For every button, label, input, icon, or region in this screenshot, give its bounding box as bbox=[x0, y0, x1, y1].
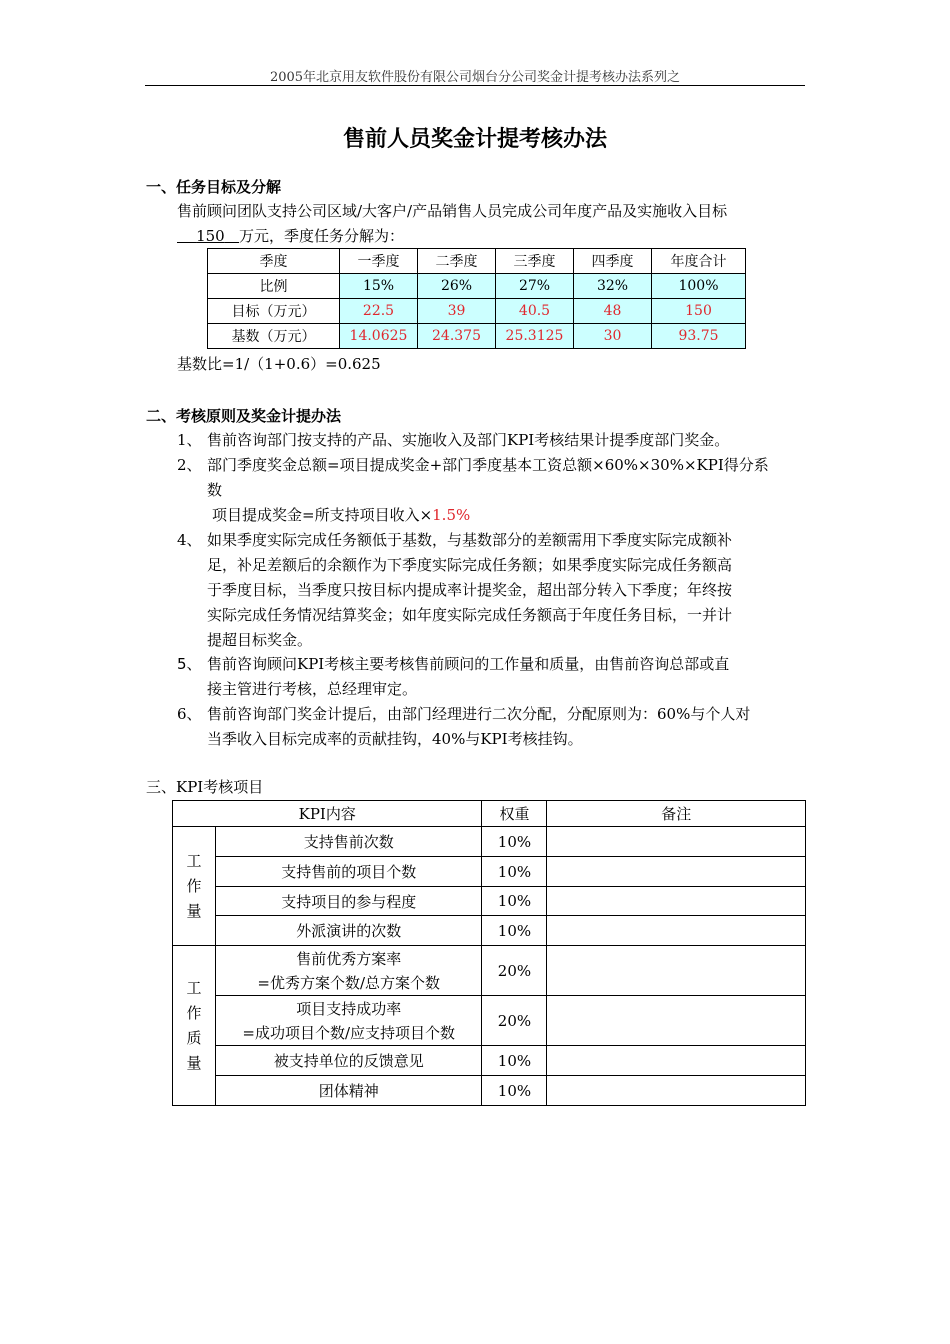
list-number: 1、 bbox=[177, 431, 202, 449]
row-label: 基数（万元） bbox=[208, 324, 340, 349]
list-text bbox=[207, 702, 807, 752]
table-cell: 14.0625 bbox=[340, 324, 418, 349]
list-text bbox=[207, 652, 807, 702]
kpi-weight: 10% bbox=[482, 1046, 547, 1076]
kpi-content bbox=[215, 946, 482, 996]
table-row bbox=[173, 857, 806, 887]
kpi-content: 支持项目的参与程度 bbox=[215, 887, 482, 916]
kpi-content-line: 售前优秀方案率 bbox=[296, 949, 402, 968]
table-row bbox=[173, 946, 806, 996]
group-label-char: 工 bbox=[186, 851, 202, 870]
table-row bbox=[208, 274, 746, 299]
kpi-table-header bbox=[173, 801, 806, 827]
kpi-note bbox=[547, 916, 806, 946]
table-cell: 100% bbox=[652, 274, 746, 299]
section3-heading: 三、KPI考核项目 bbox=[146, 778, 264, 796]
kpi-content: 被支持单位的反馈意见 bbox=[215, 1046, 482, 1076]
header-cell: 二季度 bbox=[418, 249, 496, 274]
table-cell: 25.3125 bbox=[496, 324, 574, 349]
header-cell: 备注 bbox=[547, 801, 806, 827]
list-line: 实际完成任务情况结算奖金；如年度实际完成任务额高于年度任务目标，一并计 bbox=[207, 606, 733, 624]
kpi-weight: 10% bbox=[482, 1076, 547, 1106]
list-line: 接主管进行考核，总经理审定。 bbox=[207, 680, 418, 698]
table-cell: 22.5 bbox=[340, 299, 418, 324]
list-line: 如果季度实际完成任务额低于基数，与基数部分的差额需用下季度实际完成额补 bbox=[207, 531, 733, 549]
table-cell: 48 bbox=[574, 299, 652, 324]
list-number: 5、 bbox=[177, 655, 202, 673]
group-label-char: 量 bbox=[186, 901, 202, 920]
table-row bbox=[173, 1076, 806, 1106]
table-cell: 24.375 bbox=[418, 324, 496, 349]
list-item bbox=[177, 702, 817, 752]
kpi-table bbox=[172, 800, 806, 1106]
list-line: 足，补足差额后的余额作为下季度实际完成任务额；如果季度实际完成任务额高 bbox=[207, 556, 733, 574]
list-item bbox=[177, 528, 817, 653]
table-cell: 93.75 bbox=[652, 324, 746, 349]
kpi-content: 外派演讲的次数 bbox=[215, 916, 482, 946]
list-item bbox=[177, 652, 817, 702]
target-value: 150 bbox=[196, 227, 225, 245]
list-number: 2、 bbox=[177, 456, 202, 474]
table-cell: 39 bbox=[418, 299, 496, 324]
table-cell: 15% bbox=[340, 274, 418, 299]
table-row bbox=[208, 324, 746, 349]
table-row bbox=[173, 887, 806, 916]
group-label-char: 量 bbox=[186, 1053, 202, 1072]
table-row bbox=[173, 996, 806, 1046]
list-line: 提超目标奖金。 bbox=[207, 631, 313, 649]
list-number: 6、 bbox=[177, 705, 202, 723]
header-cell: 三季度 bbox=[496, 249, 574, 274]
kpi-note bbox=[547, 887, 806, 916]
kpi-content: 支持售前的项目个数 bbox=[215, 857, 482, 887]
kpi-weight: 10% bbox=[482, 827, 547, 857]
group-label-workload bbox=[173, 827, 216, 946]
list-line: 部门季度奖金总额=项目提成奖金+部门季度基本工资总额×60%×30%×KPI得分系 bbox=[207, 456, 769, 474]
list-item bbox=[177, 453, 817, 503]
kpi-content-line: =优秀方案个数/总方案个数 bbox=[257, 973, 441, 992]
kpi-note bbox=[547, 946, 806, 996]
kpi-note bbox=[547, 996, 806, 1046]
group-label-char: 工 bbox=[186, 978, 202, 997]
group-label-char: 作 bbox=[186, 876, 202, 895]
kpi-content: 团体精神 bbox=[215, 1076, 482, 1106]
list-text: 售前咨询部门按支持的产品、实施收入及部门KPI考核结果计提季度部门奖金。 bbox=[207, 431, 730, 449]
kpi-content-line: 项目支持成功率 bbox=[296, 999, 402, 1018]
table-cell: 40.5 bbox=[496, 299, 574, 324]
kpi-weight: 10% bbox=[482, 916, 547, 946]
list-line: 售前咨询顾问KPI考核主要考核售前顾问的工作量和质量，由售前咨询总部或直 bbox=[207, 655, 730, 673]
document-title: 售前人员奖金计提考核办法 bbox=[342, 127, 607, 152]
table-cell: 27% bbox=[496, 274, 574, 299]
kpi-weight: 20% bbox=[482, 996, 547, 1046]
table-row bbox=[173, 827, 806, 857]
quarter-table bbox=[207, 248, 746, 349]
list-line: 数 bbox=[207, 481, 223, 499]
table-cell: 32% bbox=[574, 274, 652, 299]
group-label-char: 作 bbox=[186, 1003, 202, 1022]
header-cell: 四季度 bbox=[574, 249, 652, 274]
section2-heading: 二、考核原则及奖金计提办法 bbox=[146, 407, 342, 425]
list-number: 4、 bbox=[177, 531, 202, 549]
header-cell: 季度 bbox=[208, 249, 340, 274]
kpi-content bbox=[215, 996, 482, 1046]
list-line: 售前咨询部门奖金计提后，由部门经理进行二次分配，分配原则为：60%与个人对 bbox=[207, 705, 751, 723]
kpi-note bbox=[547, 1046, 806, 1076]
header-cell: 年度合计 bbox=[652, 249, 746, 274]
section1-line2: 150 万元，季度任务分解为： bbox=[177, 224, 404, 249]
kpi-content-line: =成功项目个数/应支持项目个数 bbox=[242, 1023, 456, 1042]
page-header: 2005年北京用友软件股份有限公司烟台分公司奖金计提考核办法系列之 bbox=[269, 70, 681, 85]
header-cell: 权重 bbox=[482, 801, 547, 827]
table-row bbox=[173, 916, 806, 946]
group-label-quality bbox=[173, 946, 216, 1106]
section1-heading: 一、任务目标及分解 bbox=[146, 178, 282, 196]
kpi-weight: 20% bbox=[482, 946, 547, 996]
table-row bbox=[208, 299, 746, 324]
kpi-weight: 10% bbox=[482, 857, 547, 887]
commission-rate: 1.5% bbox=[432, 506, 471, 524]
list-line: 于季度目标，当季度只按目标内提成率计提奖金，超出部分转入下季度；年终按 bbox=[207, 581, 733, 599]
commission-formula bbox=[212, 503, 470, 528]
base-ratio: 基数比=1/（1+0.6）=0.625 bbox=[177, 355, 381, 373]
quarter-table-header bbox=[208, 249, 746, 274]
list-text bbox=[207, 453, 807, 503]
kpi-content: 支持售前次数 bbox=[215, 827, 482, 857]
kpi-note bbox=[547, 1076, 806, 1106]
table-cell: 150 bbox=[652, 299, 746, 324]
section1-line1: 售前顾问团队支持公司区域/大客户/产品销售人员完成公司年度产品及实施收入目标 bbox=[177, 202, 728, 220]
group-label-char: 质 bbox=[186, 1028, 202, 1047]
list-text bbox=[207, 528, 807, 653]
formula-text: 项目提成奖金=所支持项目收入× bbox=[212, 506, 433, 524]
table-row bbox=[173, 1046, 806, 1076]
table-cell: 26% bbox=[418, 274, 496, 299]
kpi-note bbox=[547, 827, 806, 857]
kpi-weight: 10% bbox=[482, 887, 547, 916]
row-label: 比例 bbox=[208, 274, 340, 299]
list-line: 当季收入目标完成率的贡献挂钩，40%与KPI考核挂钩。 bbox=[207, 730, 583, 748]
kpi-note bbox=[547, 857, 806, 887]
table-cell: 30 bbox=[574, 324, 652, 349]
header-cell: 一季度 bbox=[340, 249, 418, 274]
header-rule bbox=[145, 85, 805, 86]
row-label: 目标（万元） bbox=[208, 299, 340, 324]
header-cell: KPI内容 bbox=[173, 801, 482, 827]
